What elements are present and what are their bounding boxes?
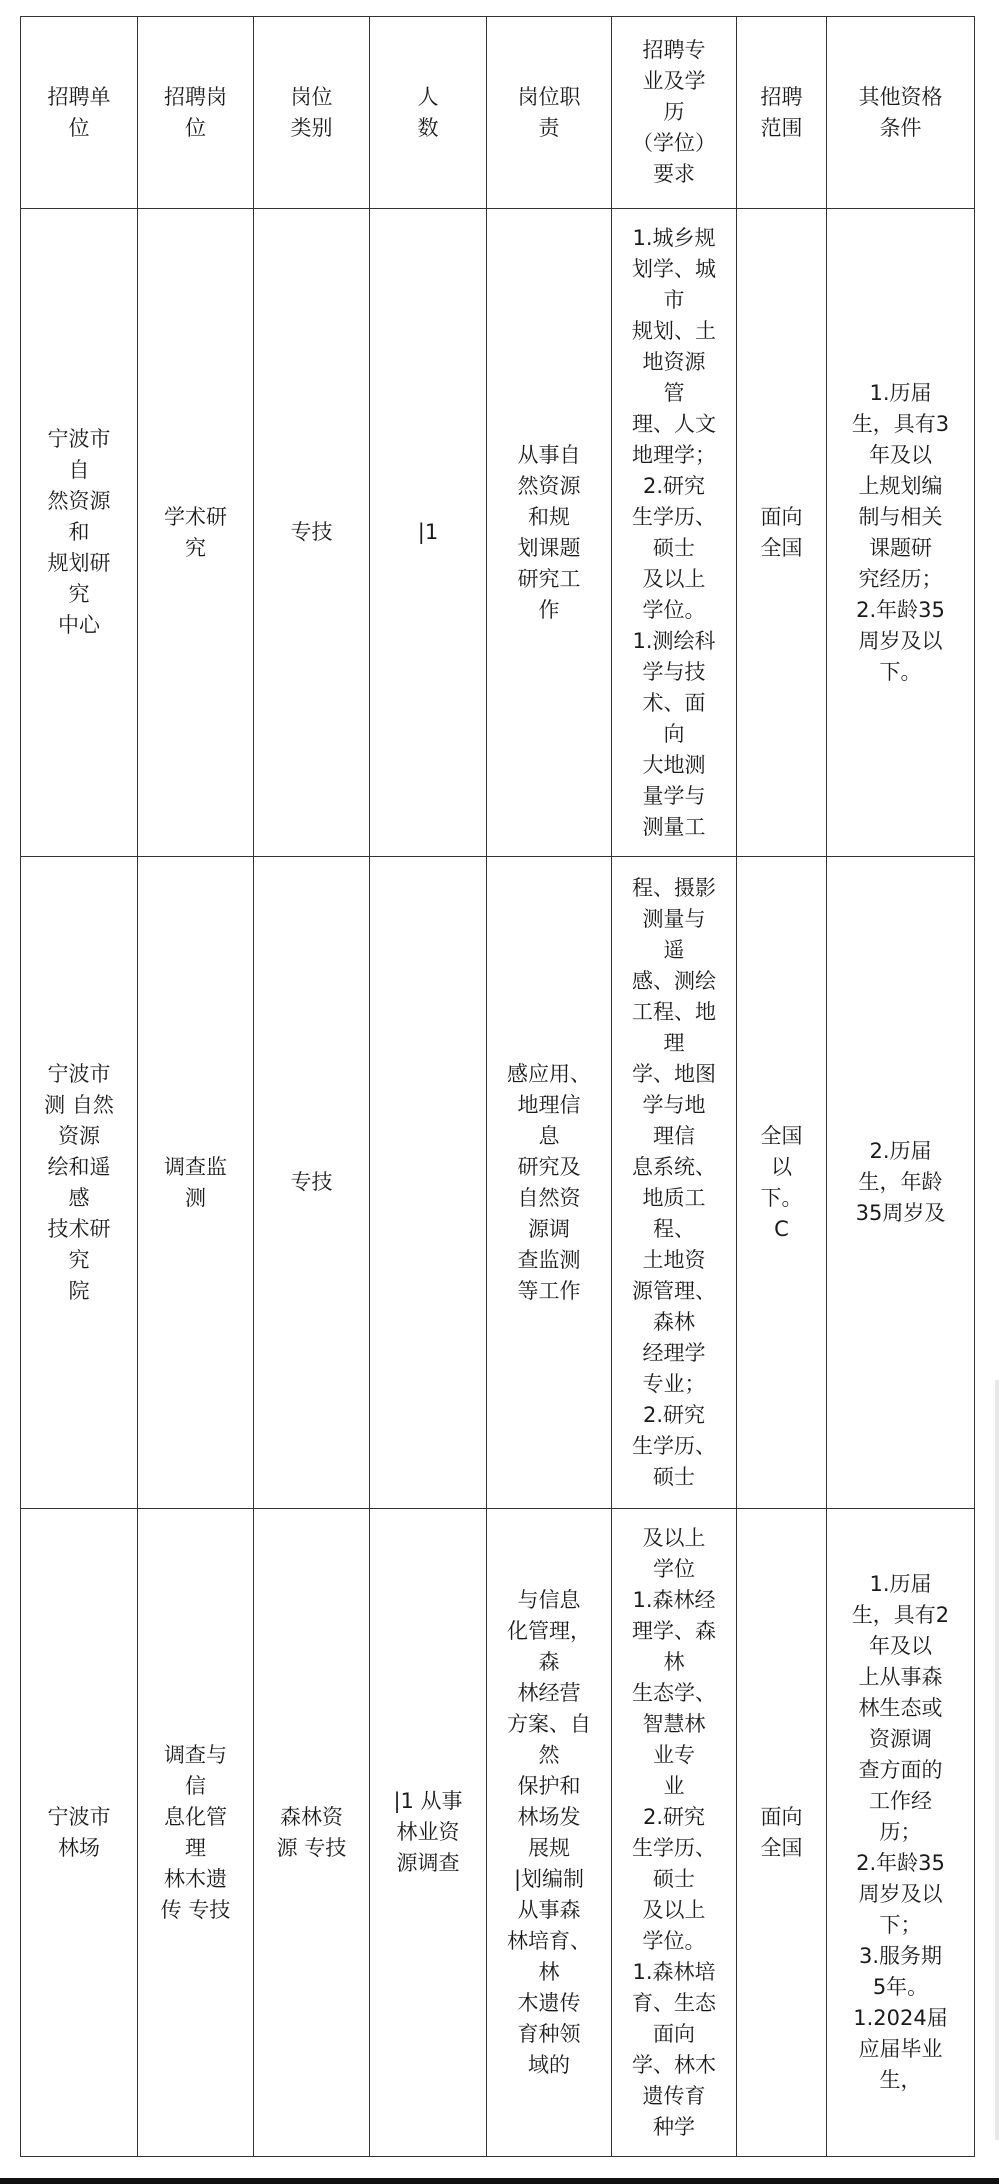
cell-count: |1 — [370, 209, 487, 857]
cell-unit: 宁波市 自 然资源 和 规划研 究 中心 — [21, 209, 138, 857]
cell-scope: 面向 全国 — [737, 209, 827, 857]
header-cell-other: 其他资格 条件 — [827, 17, 975, 209]
cell-major: 程、摄影 测量与 遥 感、测绘 工程、地 理 学、地图 学与地 理信 息系统、 地质工 程、 土地资 源管理、 森林 经理学 专业； 2.研究 生学历、 硕士 — [612, 857, 737, 1509]
header-cell-position: 招聘岗 位 — [138, 17, 254, 209]
cell-position: 调查与 信 息化管 理 林木遗 传 专技 — [138, 1509, 254, 2157]
cell-category: 专技 — [254, 857, 370, 1509]
bottom-edge-bar — [0, 2178, 999, 2184]
table-row — [21, 857, 975, 1509]
table-row — [21, 1509, 975, 2157]
cell-duty: 感应用、 地理信 息 研究及 自然资 源调 查监测 等工作 — [487, 857, 612, 1509]
cell-category: 森林资 源 专技 — [254, 1509, 370, 2157]
scrollbar-track[interactable] — [995, 1380, 999, 2140]
header-cell-category: 岗位 类别 — [254, 17, 370, 209]
table-row — [21, 209, 975, 857]
cell-major: 及以上 学位 1.森林经 理学、森 林 生态学、 智慧林 业专 业 2.研究 生学历、 硕士 及以上 学位。 1.森林培 育、生态 面向 学、林木 遗传育 种学 — [612, 1509, 737, 2157]
cell-other: 2.历届 生，年龄 35周岁及 — [827, 857, 975, 1509]
cell-scope: 全国 以 下。 C — [737, 857, 827, 1509]
cell-other: 1.历届 生，具有3 年及以 上规划编 制与相关 课题研 究经历； 2.年龄35 周岁及以 下。 — [827, 209, 975, 857]
cell-unit: 宁波市 测 自然 资源 绘和遥 感 技术研 究 院 — [21, 857, 138, 1509]
header-cell-duty: 岗位职 责 — [487, 17, 612, 209]
cell-position: 学术研 究 — [138, 209, 254, 857]
cell-duty: 与信息 化管理， 森 林经营 方案、自 然 保护和 林场发 展规 |划编制 从事森 林培育、 林 木遗传 育种领 域的 — [487, 1509, 612, 2157]
header-cell-scope: 招聘 范围 — [737, 17, 827, 209]
table-header-row — [21, 17, 975, 209]
cell-category: 专技 — [254, 209, 370, 857]
recruitment-table — [20, 16, 975, 2157]
cell-major: 1.城乡规 划学、城 市 规划、土 地资源 管 理、人文 地理学； 2.研究 生学历、 硕士 及以上 学位。 1.测绘科 学与技 术、面 向 大地测 量学与 测量工 — [612, 209, 737, 857]
header-cell-major: 招聘专 业及学 历 （学位） 要求 — [612, 17, 737, 209]
cell-unit: 宁波市 林场 — [21, 1509, 138, 2157]
header-cell-unit: 招聘单 位 — [21, 17, 138, 209]
cell-count: |1 从事 林业资 源调查 — [370, 1509, 487, 2157]
cell-scope: 面向 全国 — [737, 1509, 827, 2157]
cell-position: 调查监 测 — [138, 857, 254, 1509]
header-cell-count: 人 数 — [370, 17, 487, 209]
cell-count — [370, 857, 487, 1509]
cell-duty: 从事自 然资源 和规 划课题 研究工 作 — [487, 209, 612, 857]
cell-other: 1.历届 生，具有2 年及以 上从事森 林生态或 资源调 查方面的 工作经 历； 2.年龄35 周岁及以 下； 3.服务期 5年。 1.2024届 应届毕业 生， — [827, 1509, 975, 2157]
